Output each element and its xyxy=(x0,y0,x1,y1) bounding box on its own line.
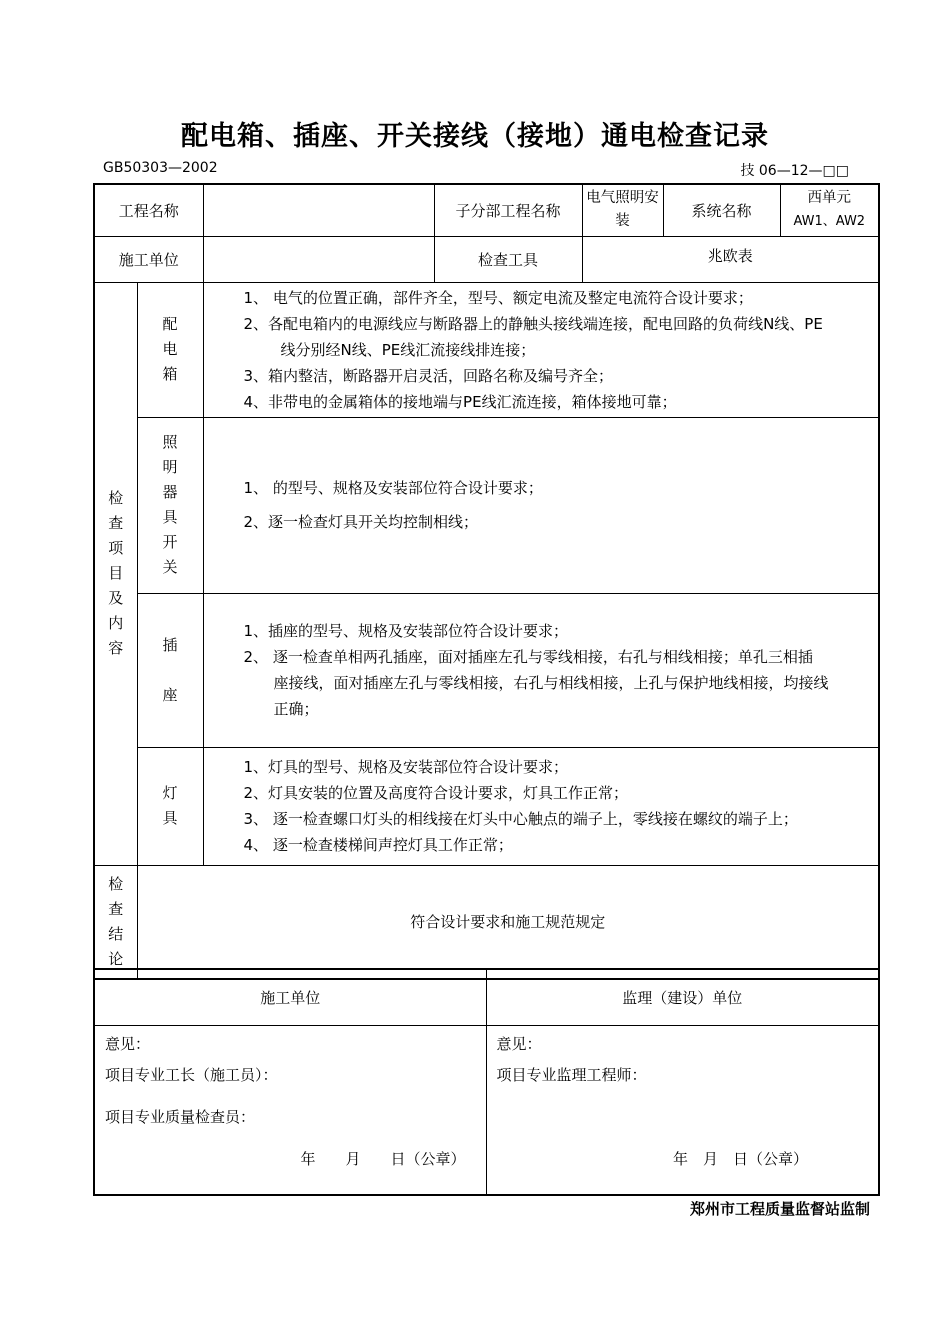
standard-code: GB50303—2002 xyxy=(103,160,218,176)
list-item: 1、灯具的型号、规格及安装部位符合设计要求； xyxy=(243,758,569,776)
footer-issuer: 郑州市工程质量监督站监制 xyxy=(689,1200,870,1218)
subproject-value: 电气照明安装 xyxy=(582,184,663,236)
group-label-lighting-switch: 照明器具开关 xyxy=(137,417,203,593)
list-item: 1、插座的型号、规格及安装部位符合设计要求； xyxy=(243,622,569,640)
right-opinion[interactable]: 意见： xyxy=(496,1034,542,1053)
list-item: 2、逐一检查灯具开关均控制相线； xyxy=(243,513,479,531)
right-engineer[interactable]: 项目专业监理工程师： xyxy=(496,1065,647,1084)
list-item: 2、灯具安装的位置及高度符合设计要求，灯具工作正常； xyxy=(243,784,629,802)
system-value xyxy=(780,184,879,236)
list-item: 2、各配电箱内的电源线应与断路器上的静触头接线端连接，配电回路的负荷线N线、PE xyxy=(243,314,823,333)
left-heading: 施工单位 xyxy=(94,969,486,1025)
list-item: 1、 电气的位置正确，部件齐全，型号、额定电流及整定电流符合设计要求； xyxy=(243,288,753,307)
system-label: 系统名称 xyxy=(663,184,780,236)
right-heading: 监理（建设）单位 xyxy=(486,969,879,1025)
document-title: 配电箱、插座、开关接线（接地）通电检查记录 xyxy=(181,121,769,152)
left-date: 年 月 日（公章） xyxy=(300,1149,466,1168)
project-name-label: 工程名称 xyxy=(94,184,203,236)
conclusion-value: 符合设计要求和施工规范规定 xyxy=(137,865,879,979)
left-opinion[interactable]: 意见： xyxy=(105,1034,151,1053)
list-item: 3、 逐一检查螺口灯头的相线接在灯头中心触点的端子上，零线接在螺纹的端子上； xyxy=(243,810,798,828)
list-item: 正确； xyxy=(273,700,319,718)
group-items-socket xyxy=(203,593,879,747)
inspection-section-label: 检查项目及内容 xyxy=(94,282,137,865)
left-signature-block xyxy=(94,1025,486,1195)
inspection-table xyxy=(93,183,880,980)
group-items-lamp xyxy=(203,747,879,865)
construction-unit-value[interactable] xyxy=(203,236,434,282)
form-code: 技 06—12—□□ xyxy=(740,163,849,179)
list-item: 线分别经N线、PE线汇流接线排连接； xyxy=(280,340,536,359)
system-value-line1: 西单元 xyxy=(807,190,852,207)
group-label-distribution-box: 配电箱 xyxy=(137,282,203,417)
group-label-lamp: 灯具 xyxy=(137,747,203,865)
subproject-label: 子分部工程名称 xyxy=(434,184,582,236)
tool-label: 检查工具 xyxy=(434,236,582,282)
project-name-value[interactable] xyxy=(203,184,434,236)
list-item: 3、箱内整洁，断路器开启灵活，回路名称及编号齐全； xyxy=(243,366,614,385)
left-inspector[interactable]: 项目专业质量检查员： xyxy=(105,1107,256,1126)
list-item: 4、 逐一检查楼梯间声控灯具工作正常； xyxy=(243,836,513,854)
right-signature-block xyxy=(486,1025,879,1195)
list-item: 1、 的型号、规格及安装部位符合设计要求； xyxy=(243,479,543,497)
conclusion-label: 检查结论 xyxy=(94,865,137,979)
tool-value: 兆欧表 xyxy=(582,236,879,282)
right-date: 年 月 日（公章） xyxy=(672,1149,808,1168)
list-item: 2、 逐一检查单相两孔插座，面对插座左孔与零线相接，右孔与相线相接；单孔三相插 xyxy=(243,648,813,666)
group-items-lighting-switch xyxy=(203,417,879,593)
group-label-socket: 插座 xyxy=(137,593,203,747)
system-value-line2: AW1、AW2 xyxy=(793,214,866,230)
left-foreman[interactable]: 项目专业工长（施工员）： xyxy=(105,1065,278,1084)
signature-table xyxy=(93,968,880,1196)
list-item: 4、非带电的金属箱体的接地端与PE线汇流连接，箱体接地可靠； xyxy=(243,392,677,411)
list-item: 座接线，面对插座左孔与零线相接，右孔与相线相接，上孔与保护地线相接，均接线 xyxy=(273,674,829,692)
group-items-distribution-box xyxy=(203,282,879,417)
construction-unit-label: 施工单位 xyxy=(94,236,203,282)
